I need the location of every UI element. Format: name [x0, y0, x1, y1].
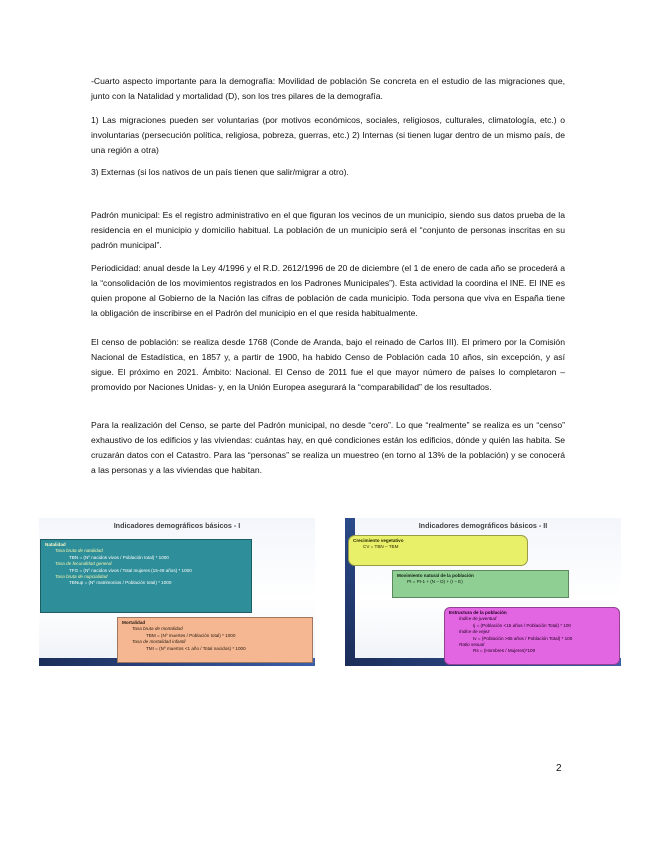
crecimiento-box — [348, 535, 528, 566]
paragraph-periodicidad: Periodicidad: anual desde la Ley 4/1996 y el R.D. 2612/1996 de 20 de diciembre (el 1 de enero de cada año se procederá a la “consolidación de los movimientos registrados en los Padrones Municipales”). Esta actividad la coordina el INE. El INE es quien propone al Gobierno de la Nación las cifras de población de cada municipio. Toda persona que viva en España tiene la obligación de inscribirse en el Padrón del municipio en el que resida habitualmente. — [91, 263, 565, 318]
mortalidad-formula-1: TBM = (Nº muertes / Población total) * 1000 — [146, 632, 236, 638]
slide-indicadores-i — [39, 518, 315, 666]
paragraph-padron-municipal: Padrón municipal: Es el registro administrativo en el que figuran los vecinos de un municipio, siendo sus datos prueba de la residencia en el municipio y domicilio habitual. La población de un municipio será el “conjunto de personas inscritas en su padrón municipal”. — [91, 210, 565, 250]
mortalidad-label-2: Tasa de mortalidad infantil — [132, 639, 186, 645]
natalidad-label-2: Tasa de fecundidad general — [55, 561, 112, 567]
movimiento-formula: Pt = Pt-1 + (N – D) + (I – E) — [407, 579, 463, 585]
estructura-label-3: Ratio sexual — [459, 642, 485, 648]
natalidad-formula-2: TFG = (Nº nacidos vivos / Total mujeres (15-49 años) * 1000 — [69, 567, 192, 573]
paragraph-migraciones-externas: 3) Externas (si los nativos de un país tienen que salir/migrar a otro). — [91, 167, 349, 177]
movimiento-box — [392, 570, 569, 598]
paragraph-censo-poblacion: El censo de población: se realiza desde 1768 (Conde de Aranda, bajo el reinado de Carlos III). El primero por la Comisión Nacional de Estadística, en 1857 y, a partir de 1900, ha habido Censo de Población cada 10 años, sin excepción, y así sigue. El próximo en 2021. Ámbito: Nacional. El Censo de 2011 fue el que mayor número de países lo completaron –promovido por Naciones Unidas- y, en la Unión Europea asegurará la “comparabilidad” de los resultados. — [91, 337, 565, 392]
estructura-formula-2: Iv = (Población >65 años / Población Total) * 100 — [473, 635, 573, 641]
natalidad-label-1: Tasa bruta de natalidad — [55, 548, 103, 554]
crecimiento-formula: CV = TBN – TBM — [363, 544, 399, 550]
slide-title: Indicadores demográficos básicos - I — [113, 521, 241, 530]
paragraph-migraciones-tipos: 1) Las migraciones pueden ser voluntarias (por motivos económicos, sociales, religiosos, culturales, climatología, etc.) o involuntarias (persecución política, religiosa, pobreza, guerras, etc.) 2) Internas (si tienen lugar dentro de un mismo país, de una región a otra) — [91, 115, 565, 155]
mortalidad-label-1: Tasa bruta de mortalidad — [132, 626, 183, 632]
natalidad-formula-3: TBNup = (Nº matrimonios / Población total) * 1000 — [69, 580, 172, 586]
mortalidad-box — [117, 617, 313, 663]
crecimiento-heading: Crecimiento vegetativo — [353, 538, 404, 543]
slide-indicadores-ii — [345, 518, 621, 666]
mortalidad-heading: Mortalidad — [122, 620, 146, 625]
natalidad-box — [40, 539, 252, 613]
slide-title: Indicadores demográficos básicos - II — [418, 521, 548, 530]
estructura-formula-3: Rs = (Hombres / Mujeres)*100 — [473, 648, 536, 654]
page-number: 2 — [556, 763, 562, 774]
estructura-label-1: Índice de juventud — [459, 616, 497, 622]
estructura-formula-1: Ij = (Población <15 años / Población Total) * 100 — [473, 622, 571, 628]
natalidad-heading: Natalidad — [45, 542, 66, 547]
natalidad-label-3: Tasa bruta de nupcialidad — [55, 574, 108, 580]
estructura-box — [444, 607, 620, 665]
paragraph-movilidad: -Cuarto aspecto importante para la demografía: Movilidad de población Se concreta en el estudio de las migraciones que, junto con la Natalidad y mortalidad (D), son los tres pilares de la demografía. — [91, 76, 565, 101]
estructura-heading: Estructura de la población — [449, 610, 507, 615]
estructura-label-2: Índice de vejez — [459, 629, 490, 635]
natalidad-formula-1: TBN = (Nº nacidos vivos / Población total) * 1000 — [69, 554, 169, 560]
paragraph-realizacion-censo: Para la realización del Censo, se parte del Padrón municipal, no desde “cero”. Lo que “realmente” se realiza es un “censo” exhaustivo de los edificios y las viviendas: cuántas hay, en qué condiciones están los edificios, dónde y quién las habita. Se cruzarán datos con el Catastro. Para las “personas” se realiza un muestreo (en torno al 13% de la población) y se conocerá a las personas y a las viviendas que habitan. — [91, 420, 565, 475]
movimiento-heading: Movimiento natural de la población — [397, 573, 474, 578]
mortalidad-formula-2: TMI = (Nº muertos <1 año / Total nacidos) * 1000 — [146, 645, 246, 651]
